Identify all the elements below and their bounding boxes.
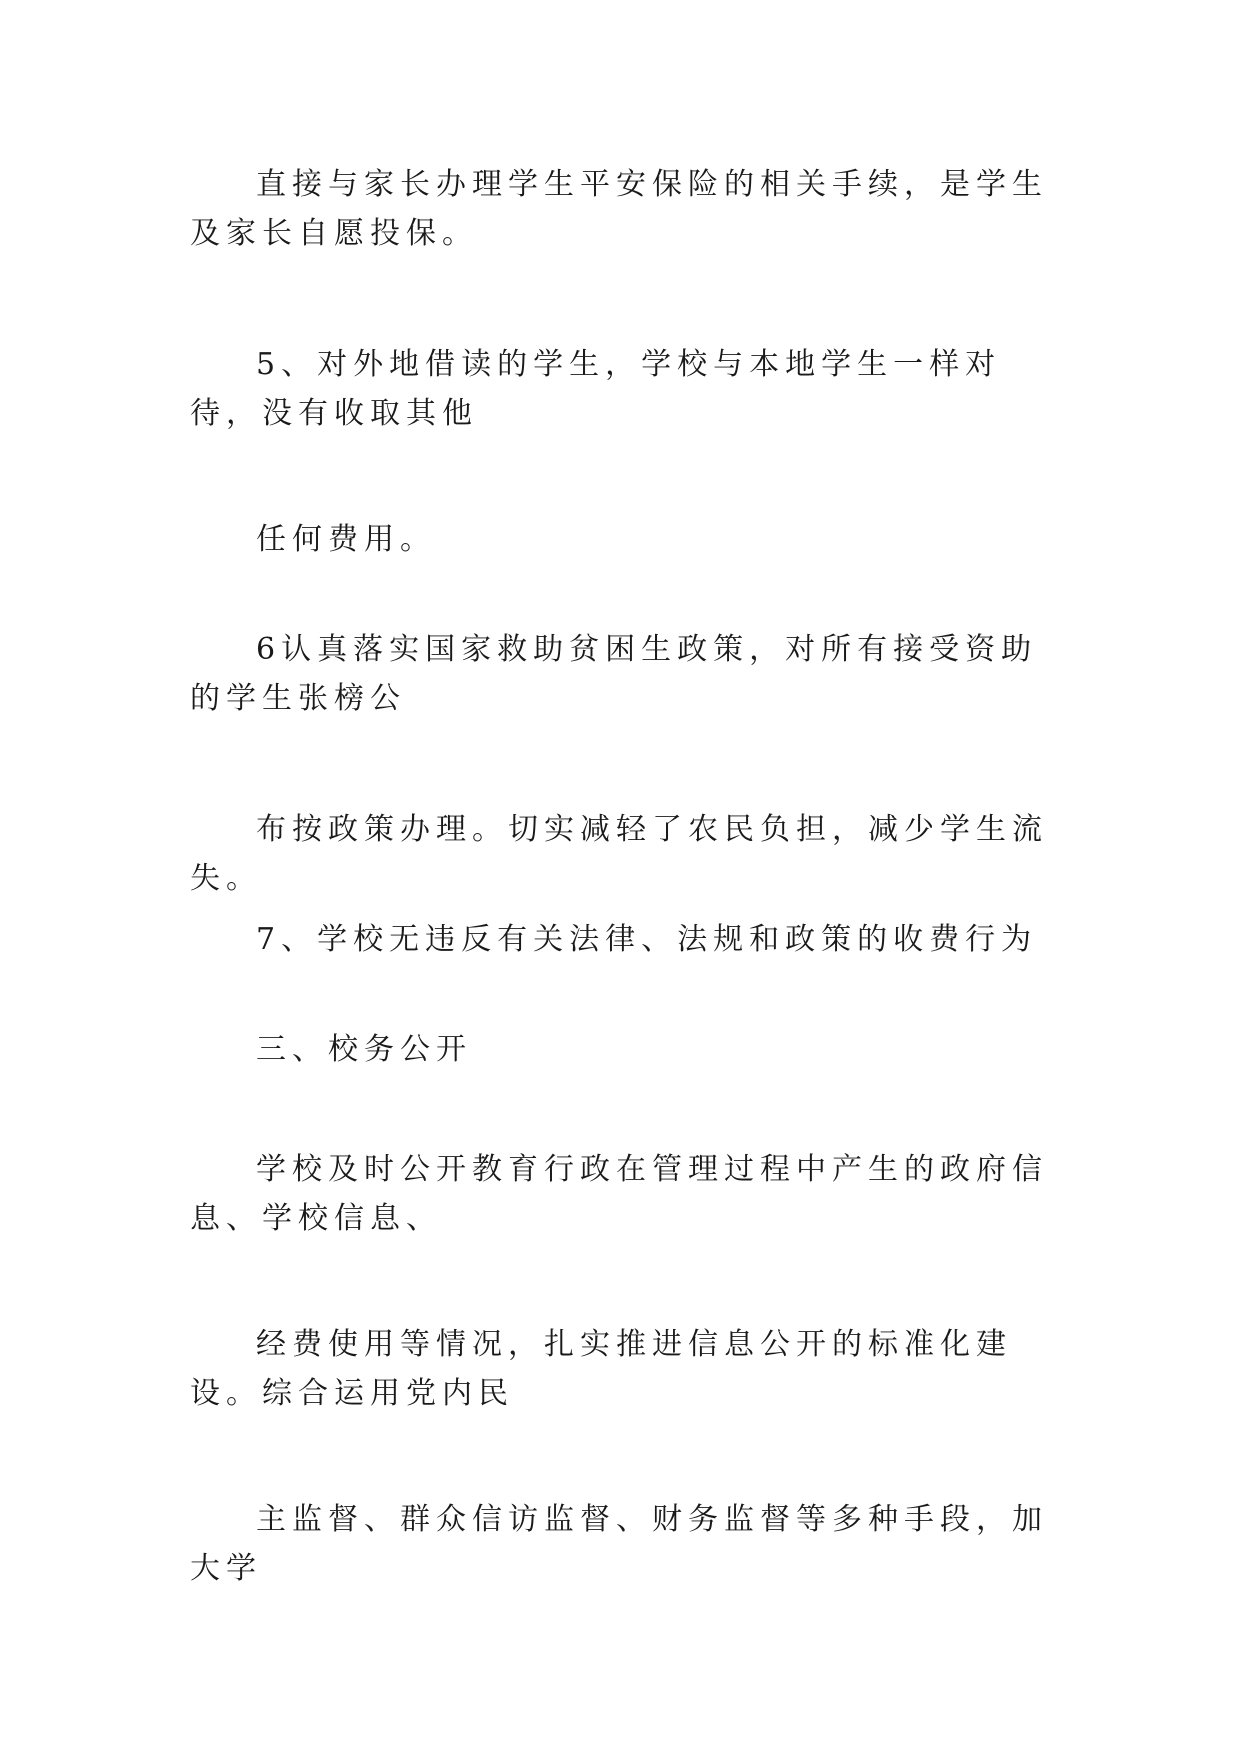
paragraph-item-6-cont: 布按政策办理。切实减轻了农民负担，减少学生流失。 — [190, 812, 1048, 896]
paragraph-item-7: 7、学校无违反有关法律、法规和政策的收费行为 — [256, 922, 1038, 957]
paragraph-item-6: 6认真落实国家救助贫困生政策，对所有接受资助的学生张榜公 — [190, 632, 1038, 716]
paragraph-item-5: 5、对外地借读的学生，学校与本地学生一样对待，没有收取其他 — [190, 347, 1002, 431]
paragraph-item-5-cont: 任何费用。 — [256, 522, 436, 557]
paragraph-insurance: 直接与家长办理学生平安保险的相关手续，是学生及家长自愿投保。 — [190, 167, 1048, 251]
section-heading-3: 三、校务公开 — [256, 1032, 472, 1067]
paragraph-supervision: 主监督、群众信访监督、财务监督等多种手段，加大学 — [190, 1502, 1048, 1586]
paragraph-disclosure: 学校及时公开教育行政在管理过程中产生的政府信息、学校信息、 — [190, 1152, 1048, 1236]
paragraph-disclosure-cont: 经费使用等情况，扎实推进信息公开的标准化建设。综合运用党内民 — [190, 1327, 1012, 1411]
